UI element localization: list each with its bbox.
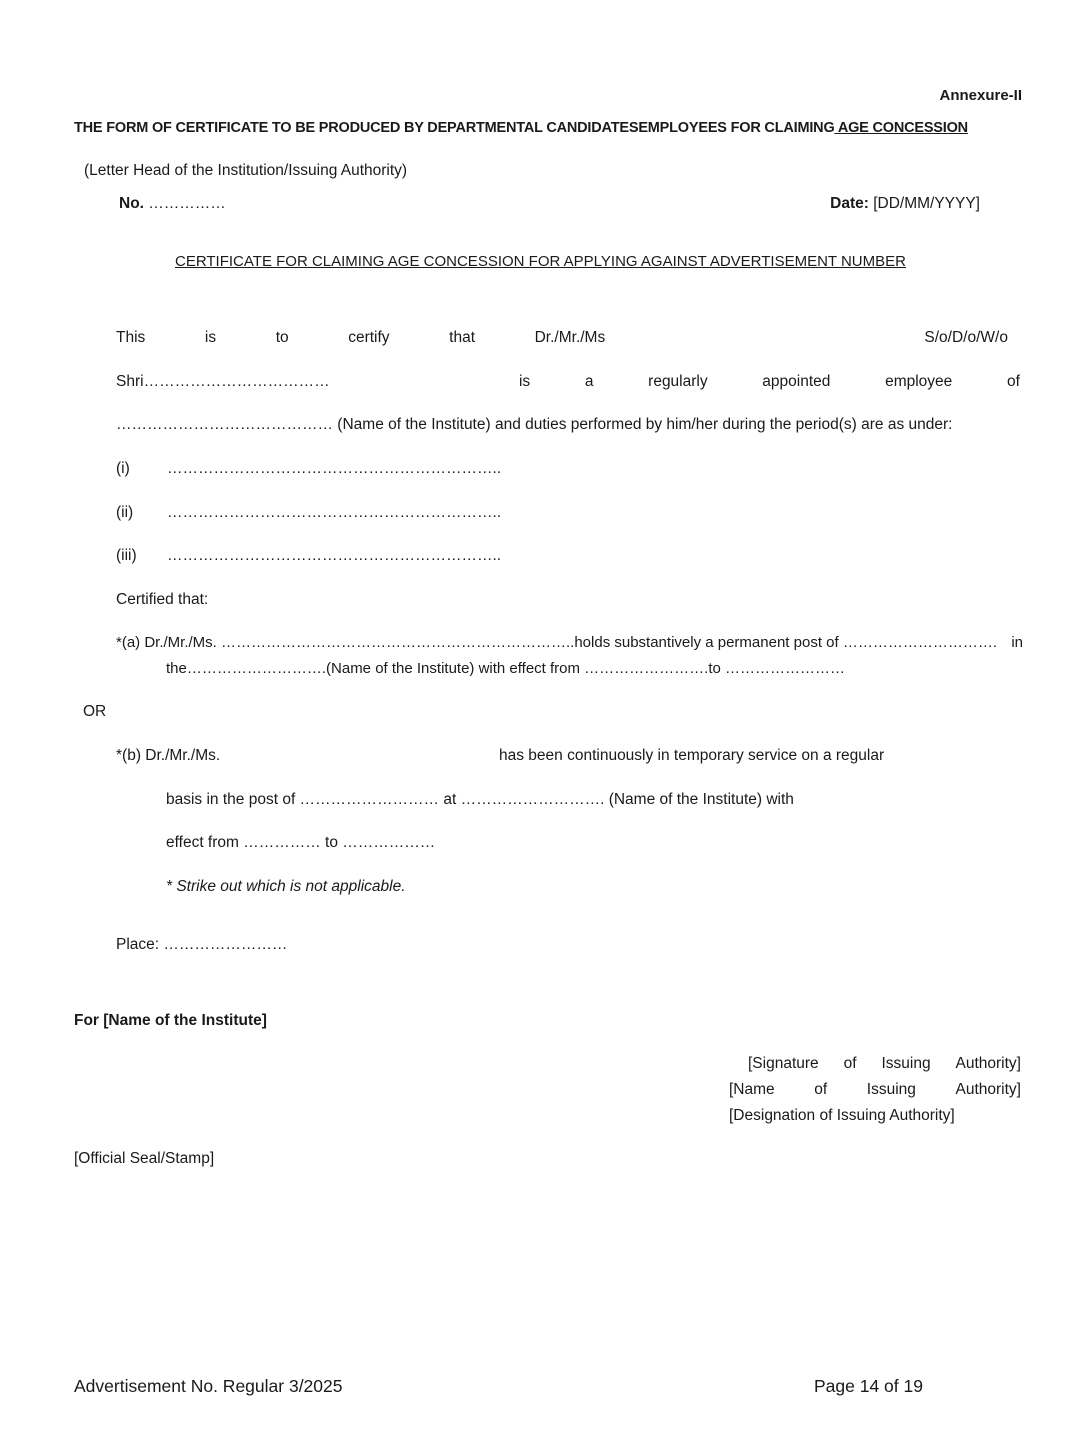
word: of xyxy=(843,1055,857,1072)
certified-that: Certified that: xyxy=(116,591,209,608)
annexure-label: Annexure-II xyxy=(939,87,1022,104)
word: Shri……………………………… xyxy=(116,373,330,390)
word: S/o/D/o/W/o xyxy=(924,329,1008,346)
certificate-date xyxy=(830,194,980,214)
period-blank: ……………………………………………………….. xyxy=(167,460,502,477)
option-b-label: *(b) Dr./Mr./Ms. xyxy=(116,747,221,764)
letter-head-note: (Letter Head of the Institution/Issuing Authority) xyxy=(84,162,408,179)
period-number: (ii) xyxy=(116,504,134,521)
word: [Signature xyxy=(748,1055,819,1072)
word: to xyxy=(275,329,289,346)
word: Issuing xyxy=(866,1081,916,1098)
certify-line-3: …………………………………… (Name of the Institute) and duties performed by him/her during the period(s) are as under: xyxy=(116,416,953,433)
certify-line-1 xyxy=(116,328,1008,348)
for-institute: For [Name of the Institute] xyxy=(74,1012,267,1029)
word: of xyxy=(1006,373,1020,390)
word: [Name xyxy=(729,1081,775,1098)
word: certify xyxy=(348,329,390,346)
word: appointed xyxy=(762,373,831,390)
word xyxy=(665,328,865,348)
date-value: [DD/MM/YYYY] xyxy=(868,195,980,212)
signature-line xyxy=(729,1051,1021,1077)
form-title-underlined: AGE CONCESSION xyxy=(834,120,968,136)
official-seal: [Official Seal/Stamp] xyxy=(74,1150,215,1167)
designation-line: [Designation of Issuing Authority] xyxy=(729,1107,955,1124)
word: a xyxy=(584,373,594,390)
word: Issuing xyxy=(881,1055,931,1072)
form-title xyxy=(74,118,968,138)
or-label: OR xyxy=(83,703,107,720)
word: Dr./Mr./Ms xyxy=(534,329,606,346)
option-a-line-2: the……………………….(Name of the Institute) with effect from …………………….to …………………… xyxy=(166,660,846,677)
signature-block xyxy=(729,1051,1021,1129)
form-title-main: THE FORM OF CERTIFICATE TO BE PRODUCED BY DEPARTMENTAL CANDIDATESEMPLOYEES FOR CLAIMING xyxy=(74,120,835,136)
number-value: …………… xyxy=(148,195,226,212)
option-b-line-2: basis in the post of ……………………… at ………………………. (Name of the Institute) with xyxy=(166,791,794,808)
option-a-line-1: *(a) Dr./Mr./Ms. ……………………………………………………………..holds substantively a permanent post of …………………………. xyxy=(116,634,997,651)
word: Authority] xyxy=(955,1081,1021,1098)
word: regularly xyxy=(648,373,708,390)
certificate-number xyxy=(119,194,226,214)
period-number: (i) xyxy=(116,460,130,477)
word: of xyxy=(814,1081,828,1098)
certify-line-2 xyxy=(116,372,1020,392)
option-a-line-1-end: in xyxy=(1011,634,1023,651)
period-number: (iii) xyxy=(116,547,137,564)
word: that xyxy=(449,329,476,346)
name-line xyxy=(729,1077,1021,1103)
strike-note: * Strike out which is not applicable. xyxy=(166,878,406,895)
option-b-text: has been continuously in temporary service on a regular xyxy=(499,747,885,764)
word: This xyxy=(116,329,146,346)
place-field: Place: …………………… xyxy=(116,936,288,953)
period-blank: ……………………………………………………….. xyxy=(167,547,502,564)
date-label: Date: xyxy=(830,195,869,212)
period-blank: ……………………………………………………….. xyxy=(167,504,502,521)
certificate-heading: CERTIFICATE FOR CLAIMING AGE CONCESSION FOR APPLYING AGAINST ADVERTISEMENT NUMBER xyxy=(175,253,906,270)
footer-page-number: Page 14 of 19 xyxy=(814,1376,923,1396)
word: Authority] xyxy=(955,1055,1021,1072)
word: is xyxy=(204,329,217,346)
word: employee xyxy=(885,373,953,390)
footer-advertisement: Advertisement No. Regular 3/2025 xyxy=(74,1376,343,1396)
word: is xyxy=(518,373,531,390)
number-label: No. xyxy=(119,195,144,212)
option-b-line-3: effect from …………… to ……………… xyxy=(166,834,436,851)
word xyxy=(384,372,464,392)
